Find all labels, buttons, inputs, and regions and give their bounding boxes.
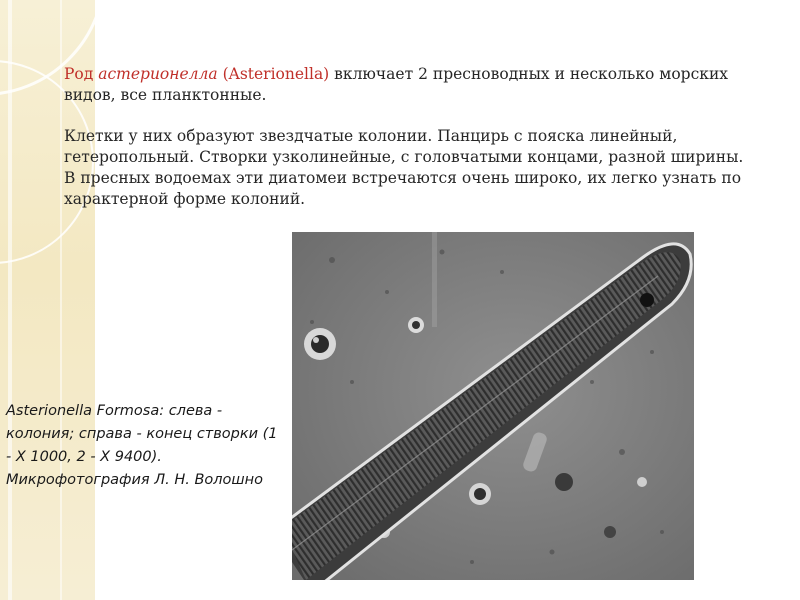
decorative-line bbox=[60, 0, 62, 600]
decorative-line bbox=[8, 0, 12, 600]
description-line: гетеропольный. Створки узколинейные, с головчатыми концами, разной ширины. bbox=[64, 148, 744, 166]
intro-rest: включает 2 пресноводных и несколько морских видов, все планктонные. bbox=[64, 65, 729, 104]
description-paragraph bbox=[64, 126, 776, 210]
intro-prefix: Род bbox=[64, 65, 99, 83]
slide-text bbox=[64, 64, 776, 210]
micrograph-image bbox=[292, 232, 694, 580]
genus-name-ru: астерионелла bbox=[98, 65, 218, 83]
genus-name-latin: (Asterionella) bbox=[222, 65, 330, 83]
intro-paragraph bbox=[64, 64, 776, 106]
description-line: В пресных водоемах эти диатомеи встречаются очень широко, их легко узнать по bbox=[64, 169, 742, 187]
description-line: характерной форме колоний. bbox=[64, 190, 306, 208]
image-caption: Asterionella Formosa: слева - колония; справа - конец створки (1 - X 1000, 2 - X 9400). Микрофотография Л. Н. Волошно bbox=[6, 403, 278, 488]
description-line: Клетки у них образуют звездчатые колонии. Панцирь с пояска линейный, bbox=[64, 127, 678, 145]
